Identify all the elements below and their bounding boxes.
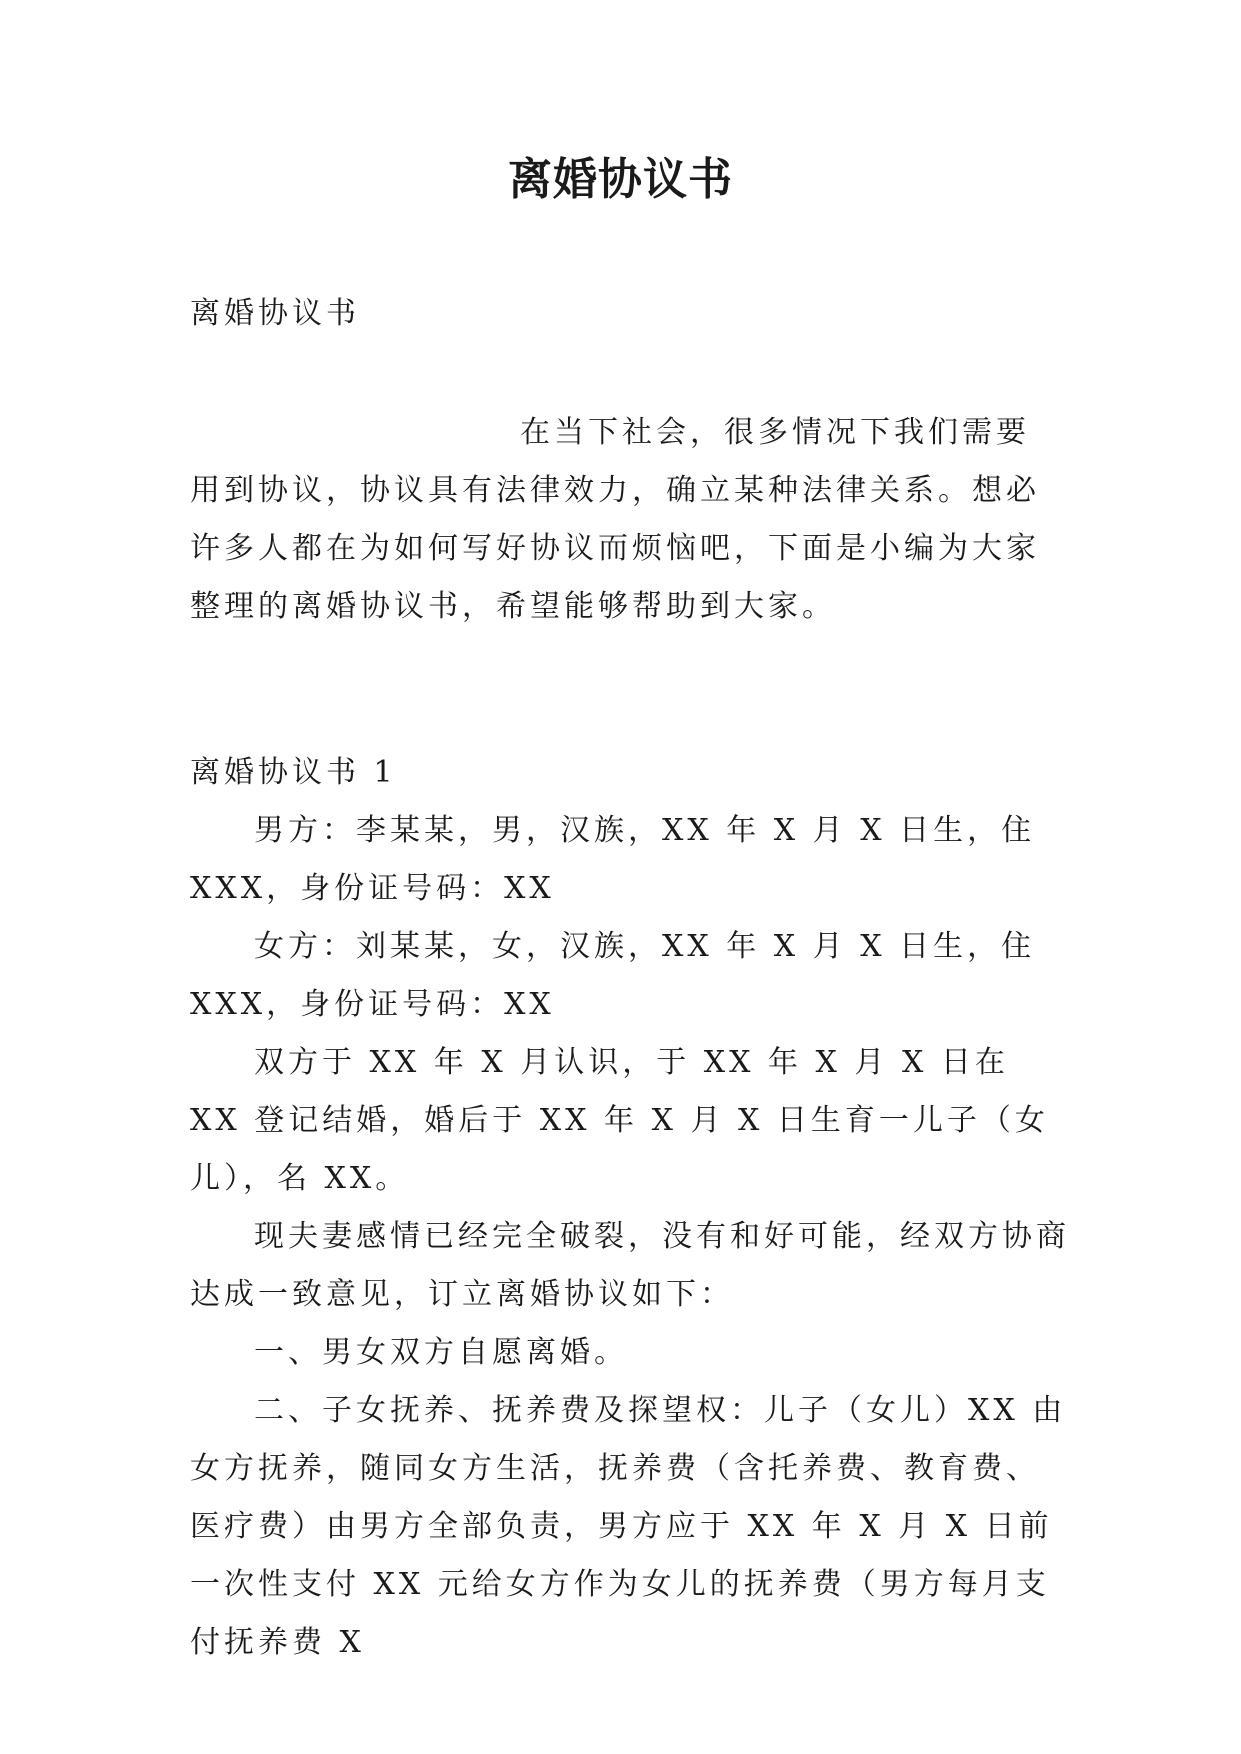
agreement-intro-paragraph: 现夫妻感情已经完全破裂，没有和好可能，经双方协商达成一致意见，订立离婚协议如下：	[190, 1219, 1070, 1312]
clause-one-paragraph: 一、男女双方自愿离婚。	[254, 1335, 628, 1370]
clause-two-paragraph: 二、子女抚养、抚养费及探望权：儿子（女儿）XX 由女方抚养，随同女方生活，抚养费（含托养费、教育费、医疗费）由男方全部负责，男方应于 XX 年 X 月 X 日前一次性支付 XX 元给女方作为女儿的抚养费（男方每月支付抚养费 X	[190, 1393, 1067, 1660]
section-heading: 离婚协议书 1	[190, 755, 397, 790]
document-title: 离婚协议书	[508, 154, 733, 205]
marriage-history-paragraph: 双方于 XX 年 X 月认识，于 XX 年 X 月 X 日在 XX 登记结婚，婚后于 XX 年 X 月 X 日生育一儿子（女儿），名 XX。	[190, 1045, 1049, 1196]
document-subtitle: 离婚协议书	[190, 296, 360, 331]
female-party-paragraph: 女方：刘某某，女，汉族，XX 年 X 月 X 日生，住 XXX，身份证号码：XX	[190, 929, 1036, 1022]
male-party-paragraph: 男方：李某某，男，汉族，XX 年 X 月 X 日生，住 XXX，身份证号码：XX	[190, 813, 1036, 906]
agreement-body	[190, 744, 1070, 1672]
intro-paragraph: 在当下社会，很多情况下我们需要用到协议，协议具有法律效力，确立某种法律关系。想必许多人都在为如何写好协议而烦恼吧，下面是小编为大家整理的离婚协议书，希望能够帮助到大家。	[190, 415, 1040, 624]
